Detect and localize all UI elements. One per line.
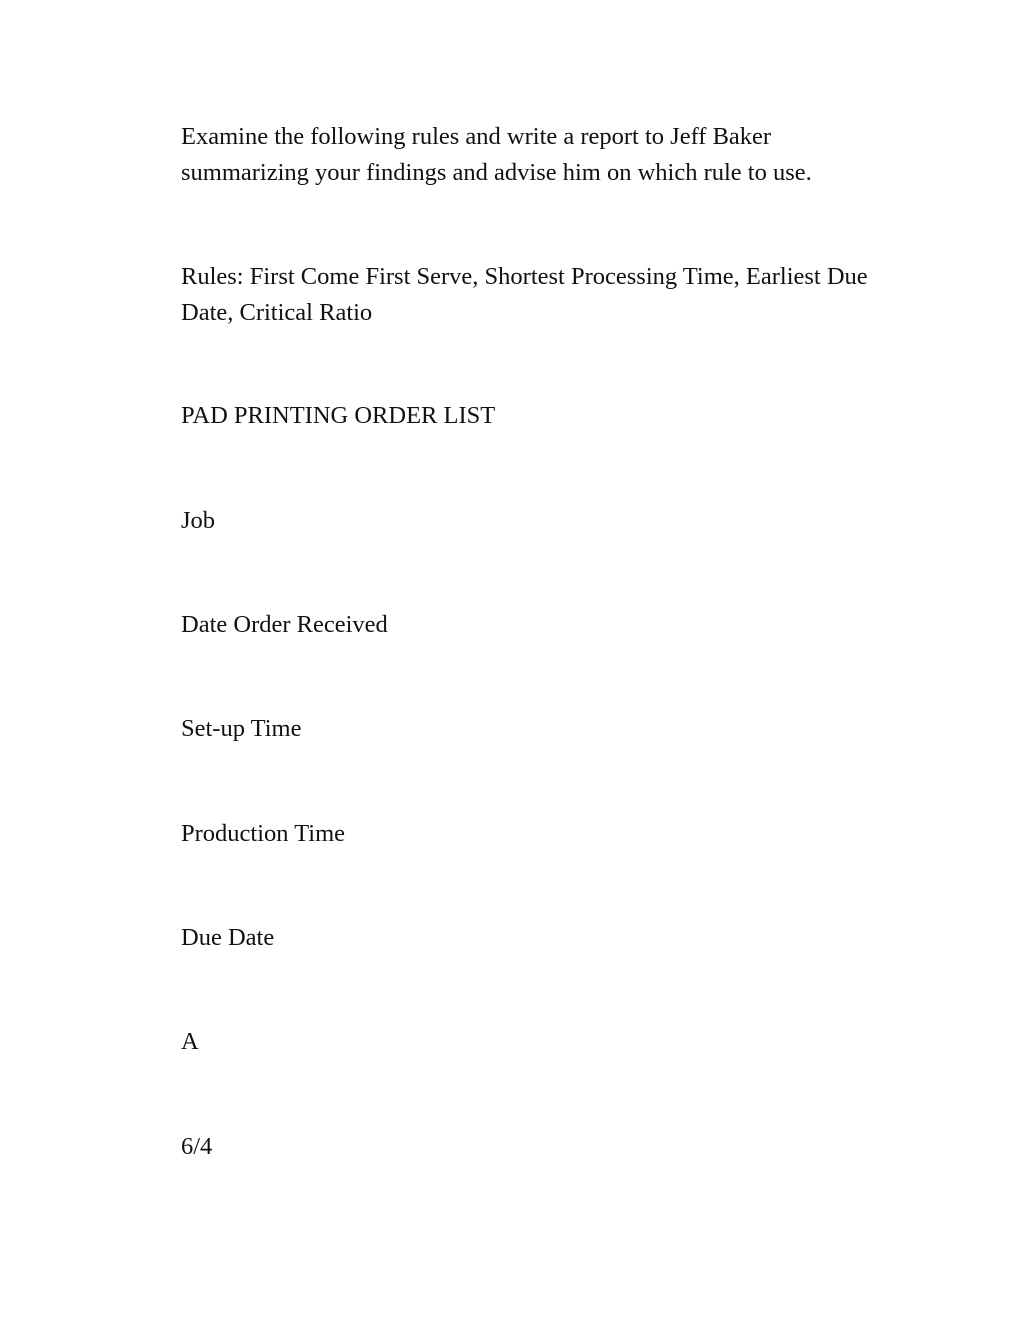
column-header-job: Job [181, 507, 216, 534]
table-cell-date-order-received: 6/4 [181, 1133, 213, 1160]
column-header-production-time: Production Time [181, 820, 346, 847]
column-header-due-date: Due Date [181, 924, 275, 951]
column-header-date-order-received: Date Order Received [181, 611, 388, 638]
rules-paragraph: Rules: First Come First Serve, Shortest Processing Time, Earliest Due Date, Critical Ratio [181, 263, 868, 326]
table-cell-job: A [181, 1028, 199, 1055]
table-title: PAD PRINTING ORDER LIST [181, 402, 496, 429]
intro-paragraph: Examine the following rules and write a report to Jeff Baker summarizing your findings and advise him on which rule to use. [181, 123, 812, 186]
column-header-setup-time: Set-up Time [181, 715, 302, 742]
